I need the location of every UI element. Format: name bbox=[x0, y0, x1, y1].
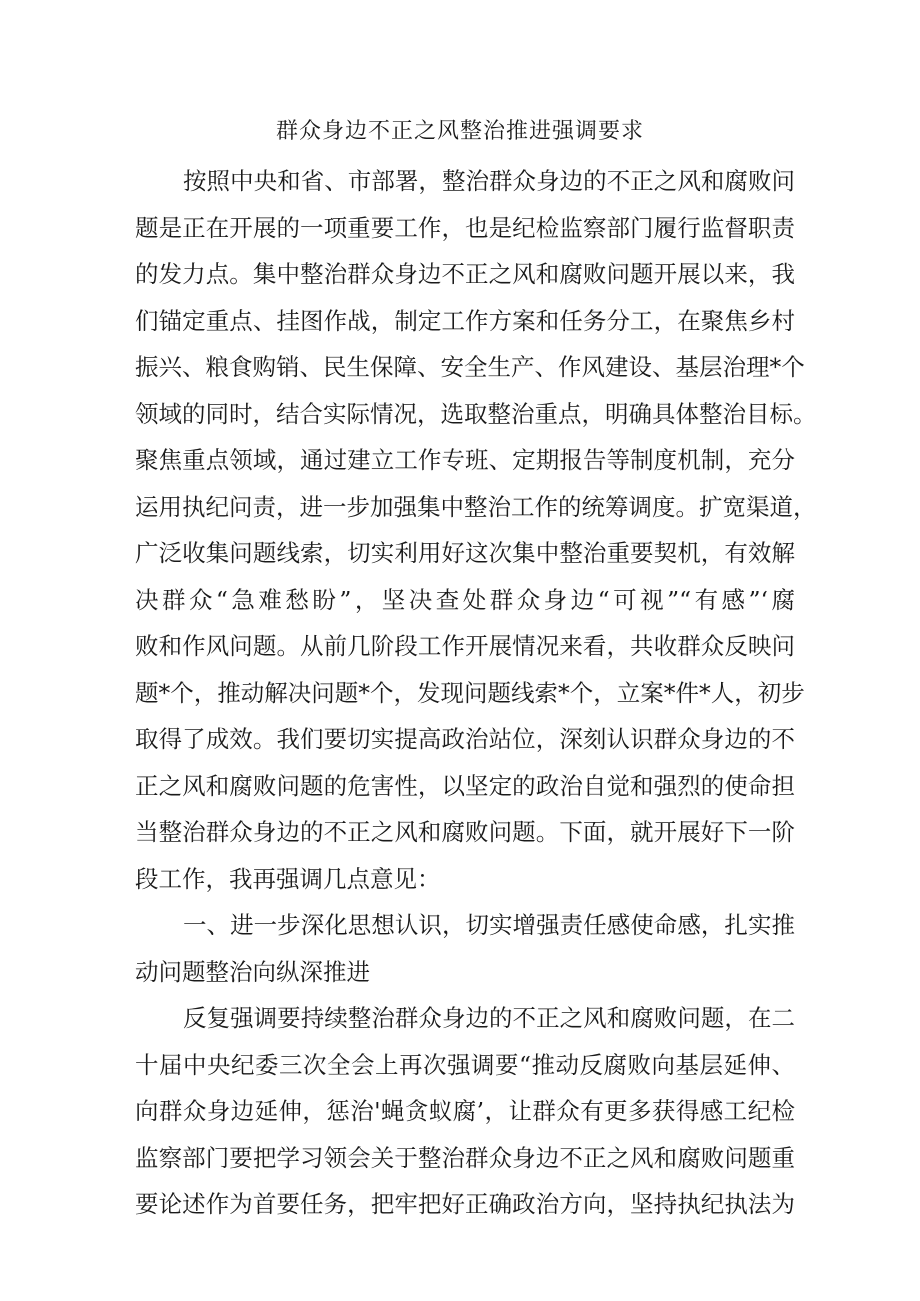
text-line: 当整治群众身边的不正之风和腐败问题。下面，就开展好下一阶 bbox=[135, 818, 795, 846]
text-line: 们锚定重点、挂图作战，制定工作方案和任务分工，在聚焦乡村 bbox=[135, 306, 795, 335]
text-line: 振兴、粮食购销、民生保障、安全生产、作风建设、基层治理*个 bbox=[135, 353, 805, 381]
text-line: 按照中央和省、市部署，整治群众身边的不正之风和腐败问 bbox=[183, 167, 795, 195]
text-line: 的发力点。集中整治群众身边不正之风和腐败问题开展以来，我 bbox=[135, 260, 795, 288]
text-line: 向群众身边延伸，惩治'蝇贪蚁腐’，让群众有更多获得感工纪检 bbox=[135, 1097, 795, 1125]
text-line: 十届中央纪委三次全会上再次强调要“推动反腐败向基层延伸、 bbox=[135, 1050, 795, 1079]
text-line: 题*个，推动解决问题*个，发现问题线索*个，立案*件*人，初步 bbox=[135, 678, 805, 707]
document-title: 群众身边不正之风整治推进强调要求 bbox=[275, 119, 644, 144]
text-line: 广泛收集问题线索，切实利用好这次集中整治重要契机，有效解 bbox=[135, 539, 795, 567]
text-line: 聚焦重点领域，通过建立工作专班、定期报告等制度机制，充分 bbox=[135, 446, 795, 474]
text-line: 动问题整治向纵深推进 bbox=[135, 957, 370, 986]
text-line: 段工作，我再强调几点意见： bbox=[135, 864, 441, 893]
text-line: 一、进一步深化思想认识，切实增强责任感使命感，扎实推 bbox=[183, 911, 795, 939]
text-line: 败和作风问题。从前几阶段工作开展情况来看，共收群众反映问 bbox=[135, 632, 795, 660]
text-line: 运用执纪问责，进一步加强集中整治工作的统筹调度。扩宽渠道， bbox=[135, 492, 817, 521]
text-line: 反复强调要持续整治群众身边的不正之风和腐败问题，在二 bbox=[183, 1004, 795, 1032]
document-body bbox=[135, 158, 817, 1228]
text-line: 要论述作为首要任务，把牢把好正确政治方向，坚持执纪执法为 bbox=[135, 1190, 795, 1218]
text-line: 领域的同时，结合实际情况，选取整治重点，明确具体整治目标。 bbox=[135, 399, 817, 428]
text-line: 监察部门要把学习领会关于整治群众身边不正之风和腐败问题重 bbox=[135, 1143, 795, 1172]
text-line: 取得了成效。我们要切实提高政治站位，深刻认识群众身边的不 bbox=[135, 725, 795, 753]
text-line: 决群众“急难愁盼”，坚决查处群众身边“可视”“有感”‘腐 bbox=[135, 585, 795, 614]
text-line: 正之风和腐败问题的危害性，以坚定的政治自觉和强烈的使命担 bbox=[135, 771, 795, 800]
text-line: 题是正在开展的一项重要工作，也是纪检监察部门履行监督职责 bbox=[135, 213, 795, 242]
